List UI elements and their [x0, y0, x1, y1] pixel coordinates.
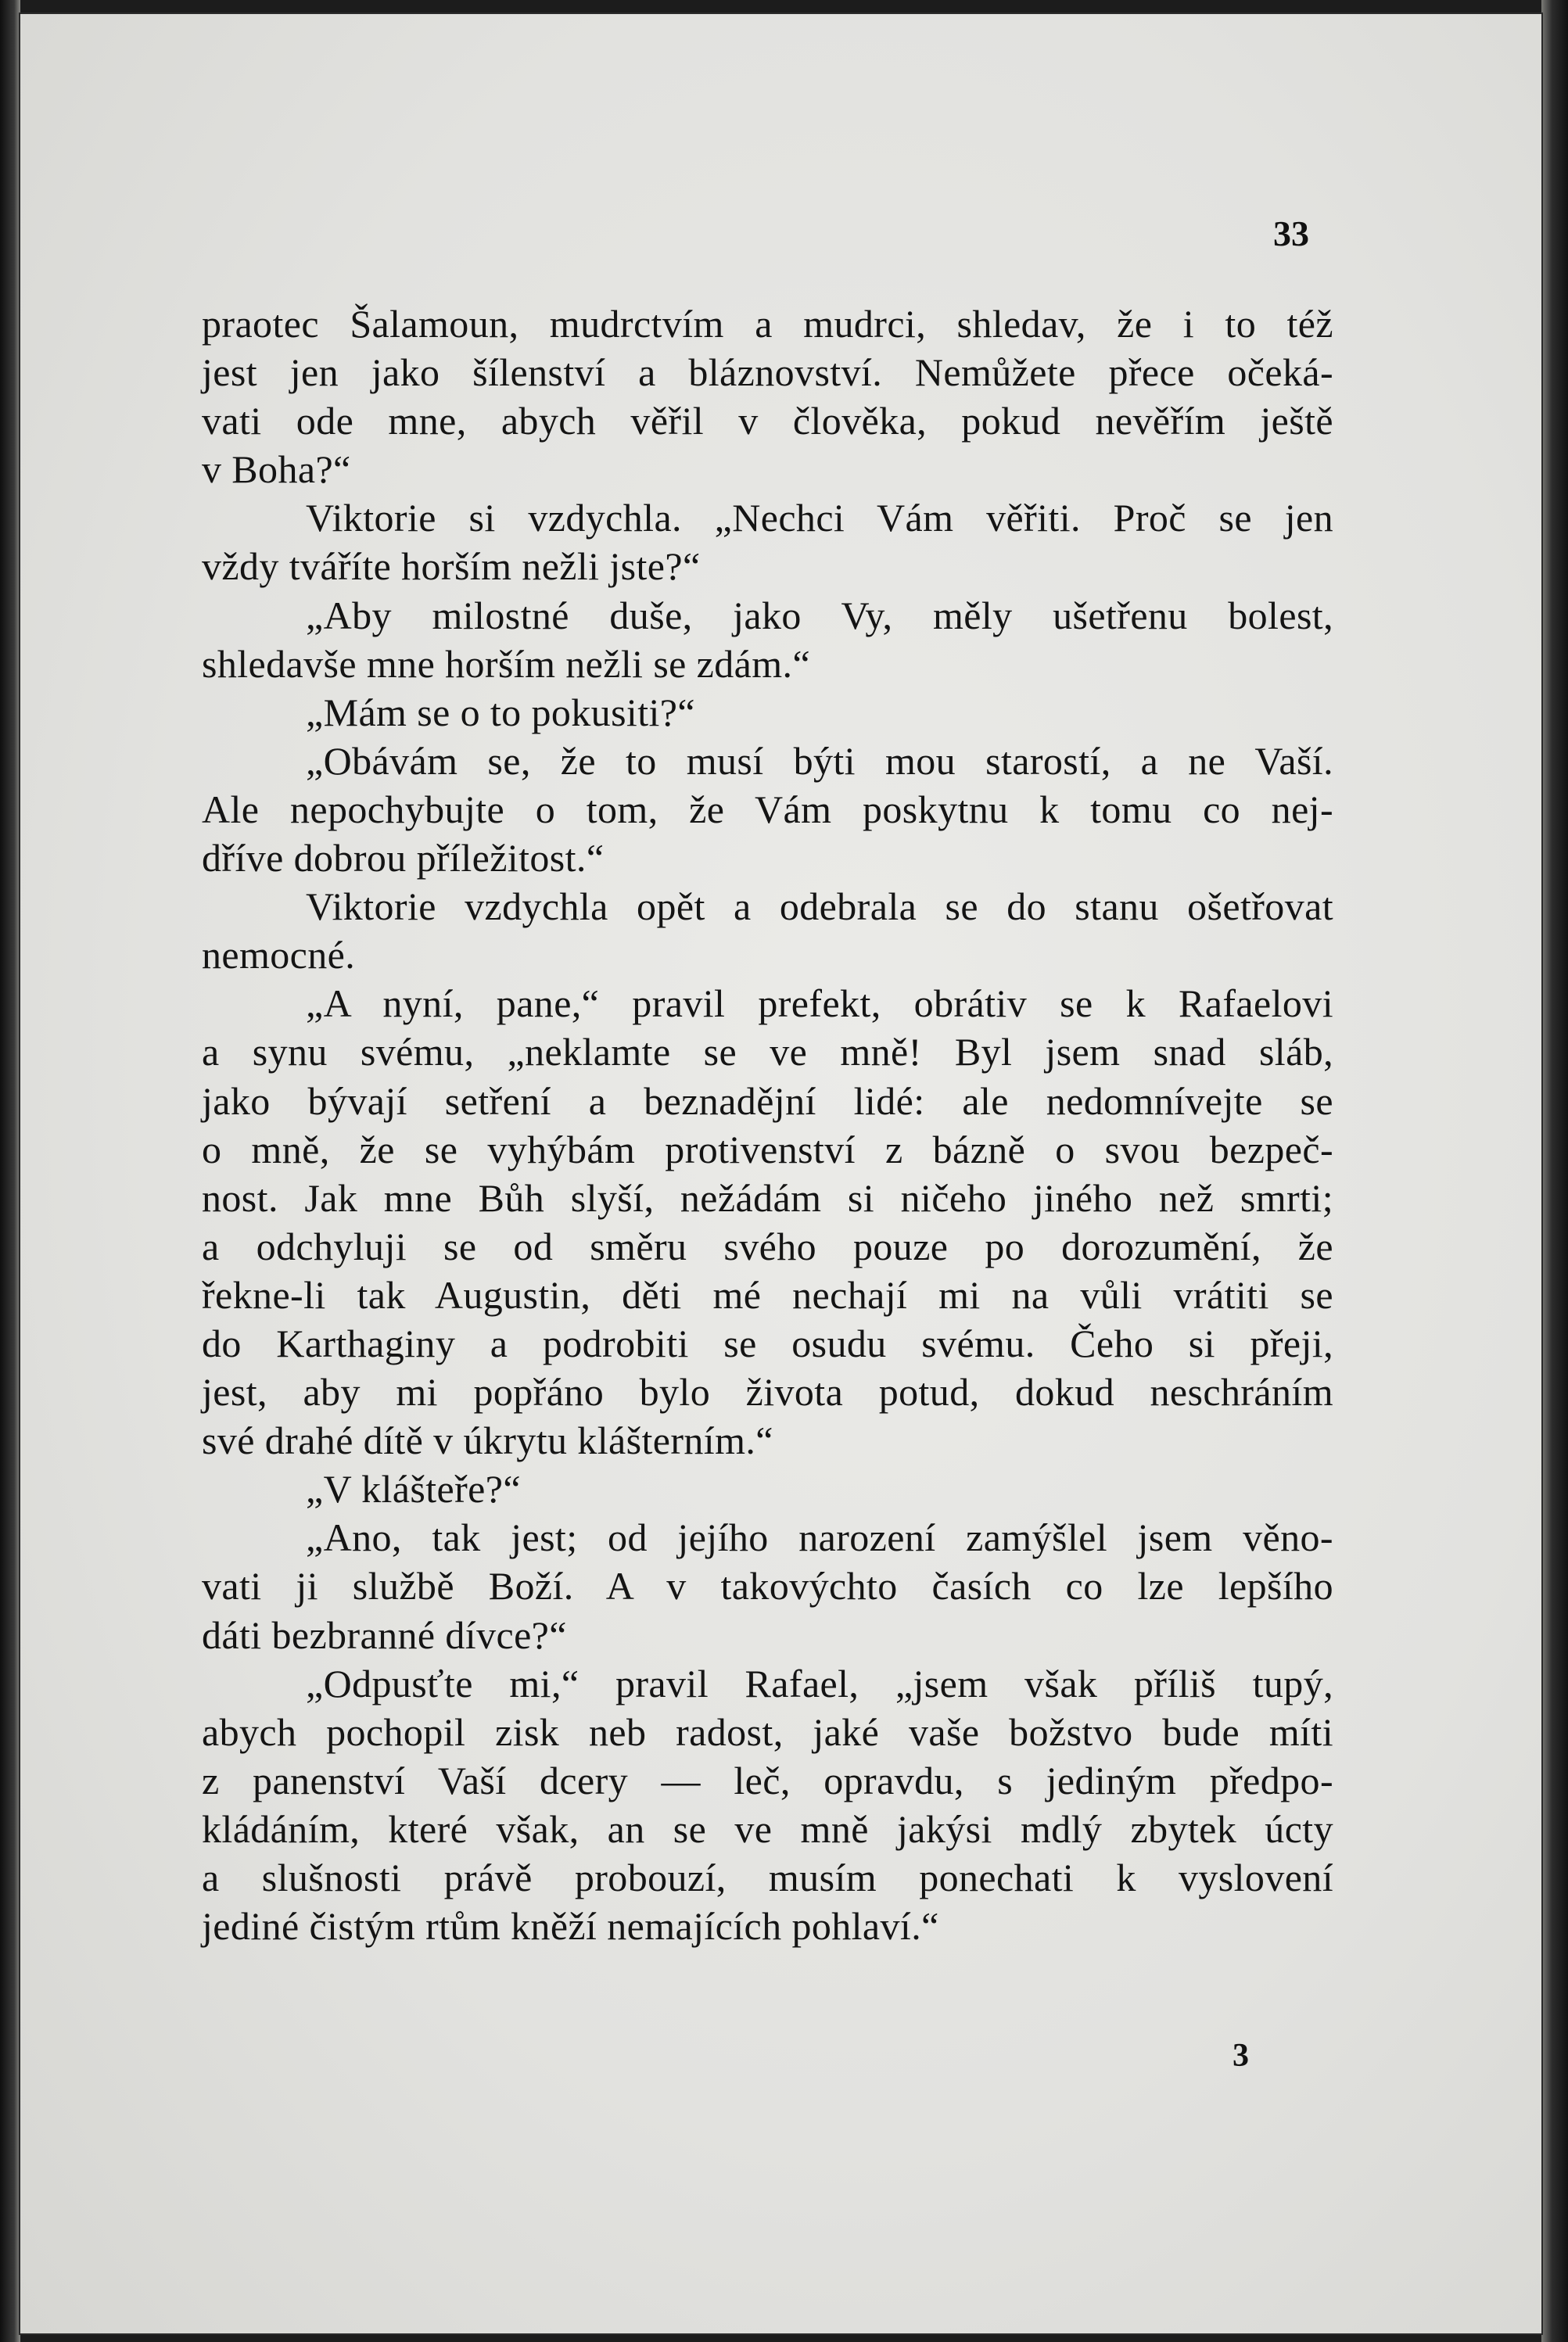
- text-line: „V klášteře?“: [306, 1467, 521, 1512]
- text-line: do Karthaginy a podrobiti se osudu svému. Čeho si přeji,: [202, 1321, 1333, 1365]
- text-line: a synu svému, „neklamte se ve mně! Byl jsem snad sláb,: [202, 1030, 1333, 1074]
- signature-mark: 3: [1233, 2038, 1249, 2074]
- text-line: jako bývají setření a beznadějní lidé: ale nedomnívejte se: [202, 1078, 1333, 1123]
- text-line: z panenství Vaší dcery — leč, opravdu, s jediným předpo-: [202, 1758, 1333, 1802]
- text-line: kládáním, které však, an se ve mně jakýsi mdlý zbytek úcty: [202, 1806, 1333, 1851]
- text-line: Viktorie vzdychla opět a odebrala se do stanu ošetřovat: [306, 884, 1333, 929]
- text-line: jest, aby mi popřáno bylo života potud, dokud neschráním: [202, 1370, 1333, 1415]
- text-line: a slušnosti právě probouzí, musím ponechati k vyslovení: [202, 1856, 1333, 1899]
- page-number: 33: [1273, 213, 1309, 253]
- text-line: jediné čistým rtům kněží nemajících pohlaví.“: [202, 1904, 939, 1949]
- text-line: a odchyluji se od směru svého pouze po dorozumění, že: [202, 1224, 1333, 1268]
- text-line: jest jen jako šílenství a bláznovství. Nemůžete přece očeká-: [202, 350, 1333, 395]
- text-line: Viktorie si vzdychla. „Nechci Vám věřiti. Proč se jen: [306, 496, 1333, 540]
- text-line: shledavše mne horším nežli se zdám.“: [202, 641, 811, 686]
- book-edge-right: [1541, 0, 1568, 2342]
- text-line: dříve dobrou příležitost.“: [202, 836, 605, 880]
- text-line: „Obávám se, že to musí býti mou starostí, a ne Vaší.: [306, 738, 1333, 783]
- body-text: [202, 299, 1333, 1950]
- text-line: nost. Jak mne Bůh slyší, nežádám si ničeho jiného než smrti;: [202, 1175, 1333, 1220]
- text-line: „Aby milostné duše, jako Vy, měly ušetřenu bolest,: [306, 593, 1333, 637]
- text-line: vždy tváříte horším nežli jste?“: [202, 544, 701, 589]
- text-line: v Boha?“: [202, 447, 351, 492]
- text-line: „Mám se o to pokusiti?“: [306, 690, 695, 734]
- text-line: „Odpusťte mi,“ pravil Rafael, „jsem však příliš tupý,: [306, 1661, 1333, 1705]
- text-line: vati ode mne, abych věřil v člověka, pokud nevěřím ještě: [202, 399, 1333, 443]
- text-line: řekne-li tak Augustin, děti mé nechají mi na vůli vrátiti se: [202, 1272, 1333, 1317]
- text-line: „A nyní, pane,“ pravil prefekt, obrátiv se k Rafaelovi: [306, 981, 1333, 1026]
- book-edge-left: [0, 0, 20, 2342]
- text-line: abych pochopil zisk neb radost, jaké vaše božstvo bude míti: [202, 1709, 1333, 1754]
- text-line: své drahé dítě v úkrytu klášterním.“: [202, 1418, 773, 1463]
- text-line: Ale nepochybujte o tom, že Vám poskytnu k tomu co nej-: [202, 787, 1333, 831]
- text-line: vati ji službě Boží. A v takovýchto časích co lze lepšího: [202, 1564, 1333, 1609]
- text-line: o mně, že se vyhýbám protivenství z bázně o svou bezpeč-: [202, 1127, 1333, 1171]
- text-line: „Ano, tak jest; od jejího narození zamýšlel jsem věno-: [306, 1515, 1333, 1560]
- text-line: praotec Šalamoun, mudrctvím a mudrci, shledav, že i to též: [202, 302, 1333, 346]
- text-line: nemocné.: [202, 933, 356, 977]
- text-line: dáti bezbranné dívce?“: [202, 1612, 567, 1657]
